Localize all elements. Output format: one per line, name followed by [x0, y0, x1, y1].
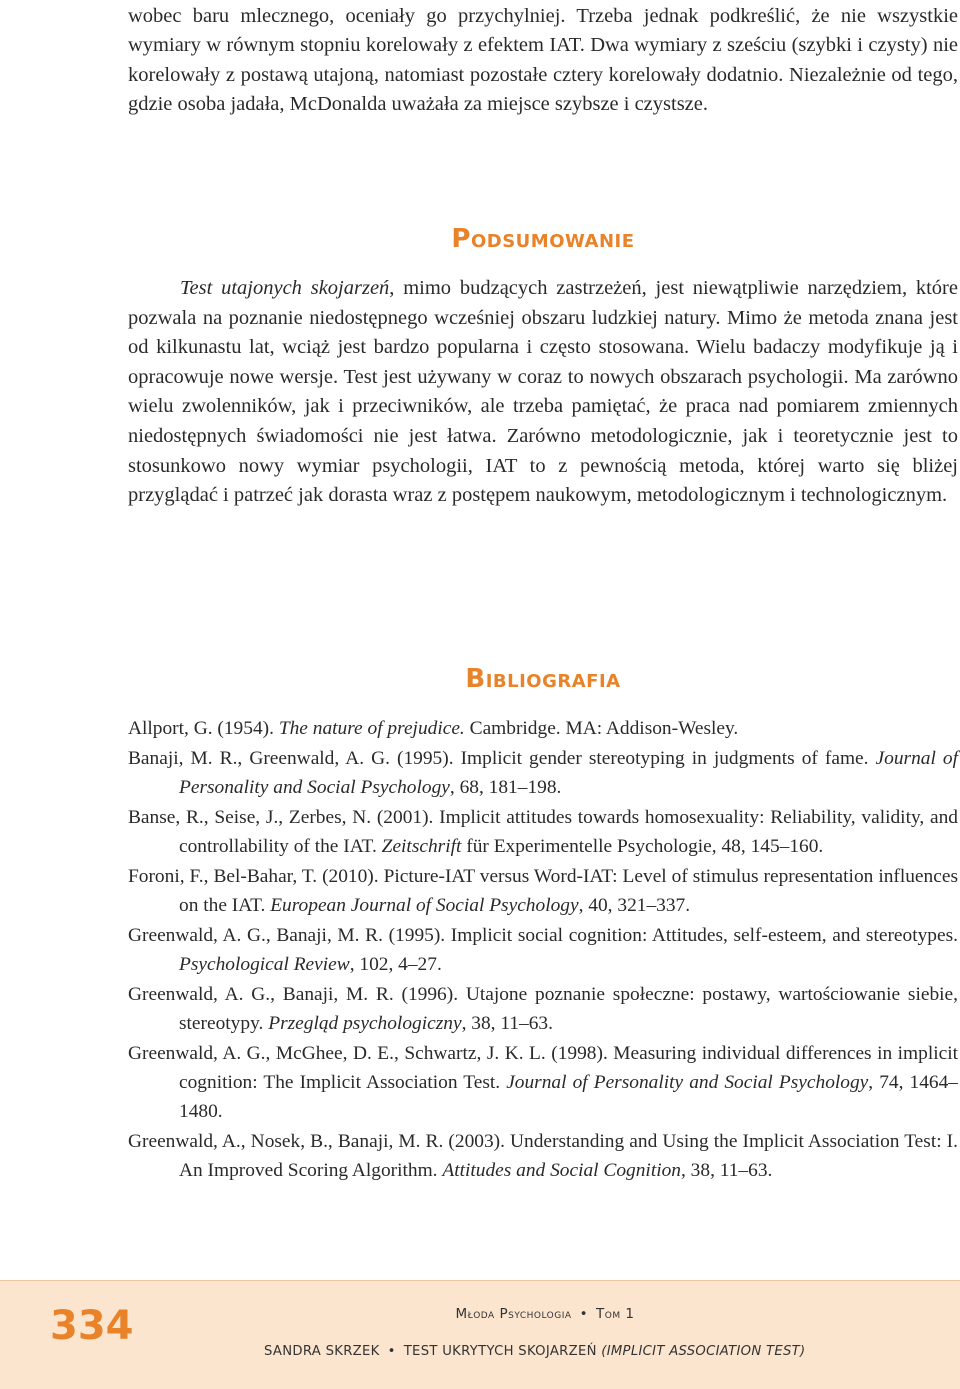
- entry-tail: , 74, 1464–1480.: [179, 1072, 958, 1123]
- summary-paragraph: [128, 274, 958, 511]
- entry-italic: Journal of Personality and Social Psychology: [506, 1072, 869, 1093]
- entry-authors: Greenwald, A. G., McGhee, D. E., Schwartz, J. K. L. (1998). Measuring individual differences in implicit cognition: The Implicit Association Test.: [128, 1042, 958, 1093]
- entry-italic: Przegląd psychologiczny: [268, 1013, 462, 1034]
- bibliography-entry: [128, 862, 958, 920]
- bibliography-heading: Bibliografia: [465, 664, 621, 694]
- bibliography-list: [128, 714, 958, 1186]
- entry-italic: Zeitschrift: [381, 836, 462, 857]
- entry-authors: Greenwald, A. G., Banaji, M. R. (1996). Utajone poznanie społeczne: postawy, wartościowanie siebie, stereotypy.: [128, 983, 958, 1034]
- entry-authors: Allport, G. (1954).: [128, 718, 279, 739]
- entry-italic: Journal of Personality and Social Psychology: [179, 747, 958, 798]
- entry-authors: Greenwald, A. G., Banaji, M. R. (1995). Implicit social cognition: Attitudes, self-esteem, and stereotypes.: [128, 924, 958, 946]
- entry-italic: Psychological Review: [179, 954, 350, 975]
- entry-tail: Cambridge. MA: Addison-Wesley.: [464, 718, 739, 739]
- entry-authors: Foroni, F., Bel-Bahar, T. (2010). Picture-IAT versus Word-IAT: Level of stimulus representation influences on the IAT.: [128, 865, 958, 916]
- article-author: SANDRA SKRZEK: [264, 1344, 380, 1359]
- entry-authors: Banaji, M. R., Greenwald, A. G. (1995). Implicit gender stereotyping in judgments of fame.: [128, 747, 876, 769]
- page-number: 334: [50, 1303, 134, 1349]
- entry-tail: , 102, 4–27.: [349, 954, 442, 975]
- entry-tail: für Experimentelle Psychologie, 48, 145–160.: [461, 836, 824, 857]
- bibliography-entry: [128, 921, 958, 979]
- journal-volume: Tom 1: [596, 1306, 635, 1322]
- entry-italic: European Journal of Social Psychology: [270, 895, 579, 916]
- page-footer: [0, 1280, 960, 1389]
- bibliography-entry: [128, 1039, 958, 1127]
- entry-italic: Attitudes and Social Cognition: [442, 1160, 681, 1182]
- bullet-separator: •: [579, 1306, 589, 1322]
- intro-paragraph: wobec baru mlecznego, oceniały go przychylniej. Trzeba jednak podkreślić, że nie wszystkie wymiary w równym stopniu korelowały z efektem IAT. Dwa wymiary z sześciu (szybki i czysty) nie korelowały z postawą utajoną, natomiast pozostałe cztery korelowały dodatnio. Niezależnie od tego, gdzie osoba jadała, McDonalda uważała za miejsce szybsze i czystsze.: [128, 5, 958, 115]
- journal-running-head: [0, 1306, 960, 1322]
- bullet-separator: •: [387, 1344, 396, 1359]
- summary-lead-italic: Test utajonych skojarzeń: [180, 277, 390, 299]
- summary-heading: Podsumowanie: [451, 224, 635, 254]
- entry-tail: , 38, 11–63.: [680, 1160, 773, 1182]
- summary-text: , mimo budzących zastrzeżeń, jest niewątpliwie narzędziem, które pozwala na poznanie niedostępnego wcześniej obszaru ludzkiej natury. Mimo że metoda znana jest od kilkunastu lat, wciąż jest bardzo popularna i często stosowana. Wielu badaczy modyfikuje ją i opracowuje nowe wersje. Test jest używany w coraz to nowych obszarach psychologii. Ma zarówno wielu zwolenników, jak i przeciwników, ale trzeba pamiętać, że praca nad pomiarem zmiennych niedostępnych świadomości nie jest łatwa. Zarówno metodologicznie, jak i teoretycznie jest to stosunkowo nowy wymiar psychologii, IAT to z pewnością metoda, której warto się bliżej przyglądać i patrzeć jak dorasta wraz z postępem naukowym, metodologicznym i technologicznym.: [128, 277, 958, 507]
- entry-tail: , 38, 11–63.: [461, 1013, 553, 1034]
- entry-authors: Banse, R., Seise, J., Zerbes, N. (2001). Implicit attitudes towards homosexuality: Reliability, validity, and controllability of the IAT.: [128, 806, 958, 857]
- article-title: TEST UKRYTYCH SKOJARZEŃ: [403, 1344, 597, 1359]
- entry-italic: The nature of prejudice.: [278, 718, 465, 739]
- bibliography-entry: [128, 714, 958, 743]
- page-body: [128, 0, 958, 1182]
- entry-tail: , 40, 321–337.: [578, 895, 691, 916]
- bibliography-entry: [128, 744, 958, 802]
- bibliography-entry: [128, 803, 958, 861]
- entry-authors: Greenwald, A., Nosek, B., Banaji, M. R. (2003). Understanding and Using the Implicit Association Test: I. An Improved Scoring Algorithm.: [128, 1131, 958, 1182]
- bibliography-entry: [128, 1127, 958, 1185]
- article-running-head: [264, 1344, 805, 1359]
- article-title-italic: (IMPLICIT ASSOCIATION TEST): [601, 1344, 806, 1359]
- entry-tail: , 68, 181–198.: [449, 777, 562, 798]
- bibliography-entry: [128, 980, 958, 1038]
- journal-name: Młoda Psychologia: [455, 1306, 572, 1322]
